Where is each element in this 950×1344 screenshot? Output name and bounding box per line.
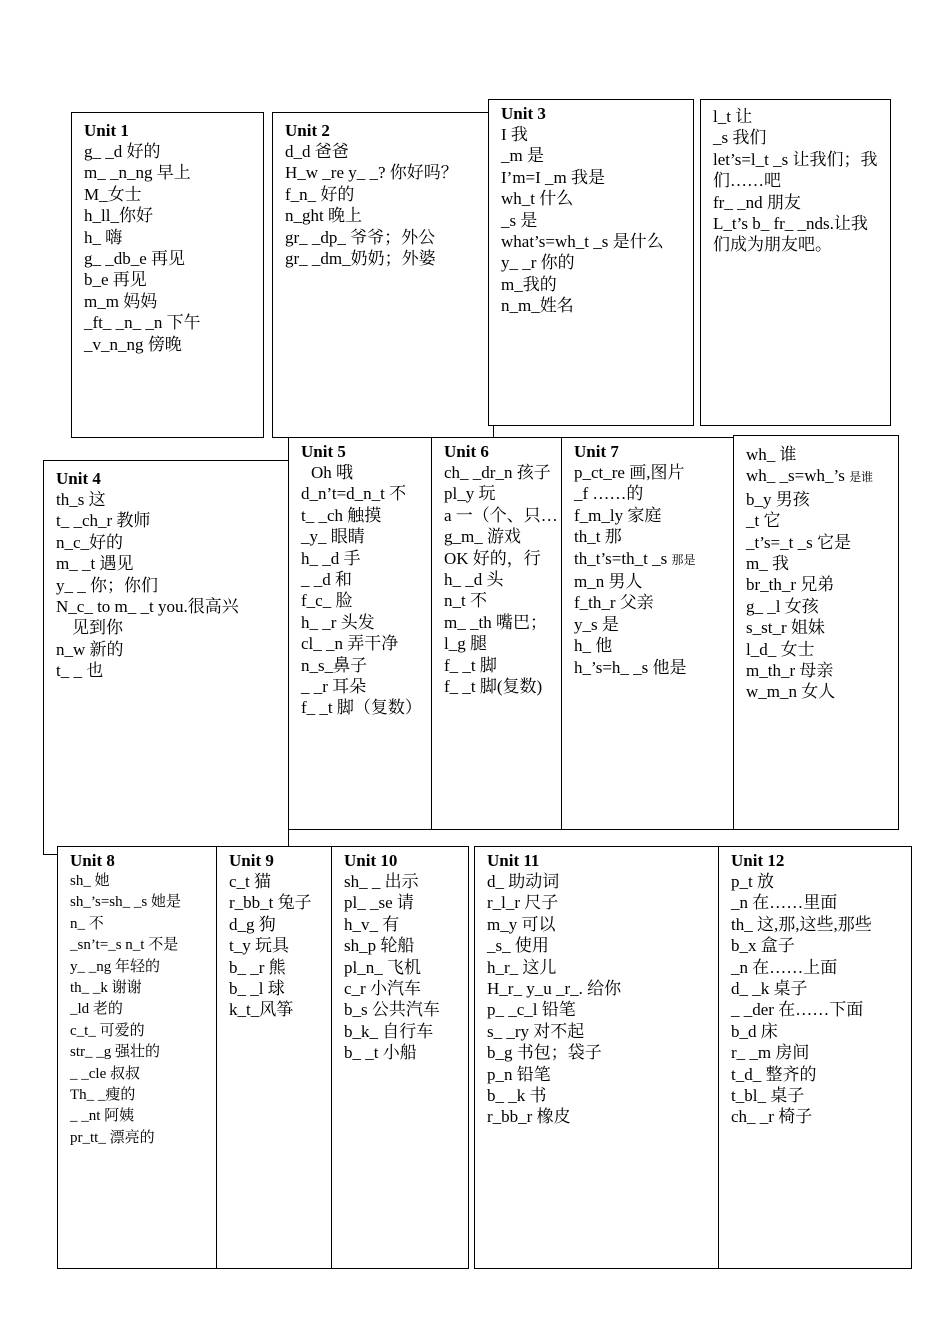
vocab-line: c_t 猫 (229, 872, 272, 891)
vocab-line: c_t_ 可爱的 (70, 1022, 145, 1039)
vocab-line: f_ _t 脚(复数) (444, 677, 543, 697)
vocab-line: ch_ _dr_n 孩子 (444, 463, 551, 482)
vocab-line: _t’s=_t _s 它是 (746, 532, 851, 552)
vocab-line: str_ _g 强壮的 (70, 1044, 161, 1061)
vocab-line: OK 好的，行 (444, 548, 541, 568)
vocab-line: sh_p 轮船 (344, 936, 415, 956)
unit-9-box (216, 846, 332, 1269)
vocab-line: th_t 那 (574, 527, 622, 547)
vocab-line: gr_ _dp_ 爷爷；外公 (285, 227, 436, 247)
unit-9-title: Unit 9 (229, 851, 274, 870)
vocab-line: I 我 (501, 125, 528, 144)
vocab-line: d_n’t=d_n_t 不 (301, 484, 407, 504)
vocab-line: wh_t 什么 (501, 189, 574, 209)
vocab-line: g_ _d 好的 (84, 142, 161, 161)
vocab-line: m_ _n_ng 早上 (84, 163, 191, 183)
vocab-line: b_e 再见 (84, 270, 147, 290)
vocab-line: _v_n_ng 傍晚 (84, 334, 182, 354)
vocab-line: N_c_ to m_ _t you.很高兴 (56, 597, 239, 617)
vocab-line: b_k_ 自行车 (344, 1021, 434, 1041)
unit-4-title: Unit 4 (56, 469, 101, 488)
vocab-line: a 一（个、只… (444, 505, 558, 525)
vocab-line: t_ _ch_r 教师 (56, 511, 151, 531)
vocab-line: th_ _k 谢谢 (70, 980, 142, 997)
vocab-line: n_c_好的 (56, 532, 124, 552)
vocab-line: y_ _ 你；你们 (56, 575, 158, 595)
unit-3-title: Unit 3 (501, 104, 546, 123)
vocab-line: p_ _c_l 铅笔 (487, 1000, 576, 1020)
vocab-line: _ _nt 阿姨 (70, 1108, 135, 1125)
vocab-line: k_t_风筝 (229, 1000, 294, 1020)
vocab-line: h_ll_你好 (84, 206, 153, 226)
vocab-line: _f ……的 (574, 484, 644, 504)
vocab-line: f_m_ly 家庭 (574, 505, 662, 525)
unit-12-title: Unit 12 (731, 851, 785, 870)
vocab-line: b_x 盒子 (731, 936, 795, 956)
unit-7-title: Unit 7 (574, 442, 619, 461)
vocab-line: th_s 这 (56, 490, 106, 509)
vocab-line: t_bl_ 桌子 (731, 1086, 805, 1106)
vocab-line: l_t 让 (713, 107, 753, 126)
vocab-line: H_w _re y_ _? 你好吗？ (285, 163, 458, 183)
vocab-line: fr_ _nd 朋友 (713, 192, 801, 212)
vocab-line: b_d 床 (731, 1021, 778, 1041)
unit-6-title: Unit 6 (444, 442, 489, 461)
vocab-line: f_th_r 父亲 (574, 593, 654, 613)
vocab-line (746, 465, 890, 488)
vocab-line: m_y 可以 (487, 914, 556, 934)
unit-1-box (71, 112, 264, 438)
unit-6-box (431, 437, 562, 830)
vocab-line: pl_ _se 请 (344, 893, 414, 913)
vocab-line: M_女士 (84, 184, 142, 204)
vocab-line: h_ _d 手 (301, 548, 361, 568)
vocab-line: f_ _t 脚 (444, 655, 497, 675)
unit-10-title: Unit 10 (344, 851, 398, 870)
vocab-line: sh_’s=sh_ _s 她是 (70, 894, 181, 911)
vocab-line: m_n 男人 (574, 572, 643, 592)
vocab-line: pl_y 玩 (444, 484, 496, 504)
vocab-line: h_ 嗨 (84, 227, 123, 247)
unit-8-title: Unit 8 (70, 851, 115, 870)
vocab-line: _n 在……里面 (731, 893, 838, 913)
vocab-line: g_ _db_e 再见 (84, 249, 186, 269)
vocab-line: _ _cle 叔叔 (70, 1065, 140, 1082)
vocab-line: cl_ _n 弄干净 (301, 634, 399, 654)
vocab-line (574, 548, 725, 571)
vocab-line: _s 我们 (713, 128, 767, 148)
vocab-line: b_ _l 球 (229, 979, 285, 999)
vocab-line: d_ 助动词 (487, 872, 560, 891)
vocab-line: h_ _d 头 (444, 570, 504, 590)
vocab-line: m_m 妈妈 (84, 291, 158, 311)
vocab-term: th_t’s=th_t _s (574, 548, 668, 568)
vocab-line: _s_ 使用 (487, 936, 549, 956)
vocab-line: _ _d 和 (301, 570, 352, 590)
unit-3-extra-box (700, 99, 891, 426)
vocab-line: L_t’s b_ fr_ _nds.让我们成为朋友吧。 (713, 214, 868, 255)
unit-11-box (474, 846, 719, 1269)
vocab-line: sh_ _ 出示 (344, 872, 419, 891)
vocab-line: w_m_n 女人 (746, 682, 836, 702)
vocab-line: d_g 狗 (229, 914, 276, 934)
vocab-line: t_y 玩具 (229, 936, 289, 956)
vocab-line: Th_ _瘦的 (70, 1087, 136, 1104)
vocab-line: _ _r 耳朵 (301, 677, 367, 697)
vocab-line: _n 在……上面 (731, 957, 838, 977)
vocab-line: r_l_r 尺子 (487, 893, 559, 913)
vocab-line: n_t 不 (444, 591, 487, 611)
vocab-line: _t 它 (746, 511, 781, 531)
vocab-line: b_ _r 熊 (229, 957, 286, 977)
vocab-line: _ld 老的 (70, 1001, 123, 1018)
vocab-line: y_s 是 (574, 614, 619, 634)
vocab-line: n_w 新的 (56, 639, 124, 659)
unit-1-title: Unit 1 (84, 121, 129, 140)
vocab-line: m_ _t 遇见 (56, 554, 134, 574)
vocab-term: wh_ _s=wh_’s (746, 466, 845, 486)
vocab-line: r_ _m 房间 (731, 1043, 810, 1063)
vocab-line: _y_ 眼睛 (301, 527, 365, 547)
vocab-line: l_g 腿 (444, 634, 487, 654)
vocab-line: f_n_ 好的 (285, 184, 355, 204)
vocab-line: h_’s=h_ _s 他是 (574, 657, 687, 677)
vocab-line: p_n 铅笔 (487, 1064, 551, 1084)
vocab-line: _ft_ _n_ _n 下午 (84, 313, 201, 333)
unit-2-box (272, 112, 494, 438)
vocab-line: f_c_ 脸 (301, 591, 353, 611)
vocab-line: br_th_r 兄弟 (746, 575, 835, 595)
unit-5-box (288, 437, 433, 830)
vocab-line: h_v_ 有 (344, 914, 400, 934)
vocab-line: Oh 哦 (311, 463, 354, 482)
vocab-line: p_t 放 (731, 872, 774, 891)
vocab-line: p_ct_re 画,图片 (574, 463, 685, 482)
vocab-line: pr_tt_ 漂亮的 (70, 1129, 155, 1146)
vocab-line: r_bb_t 兔子 (229, 893, 312, 913)
vocab-line: n_s_鼻子 (301, 655, 368, 675)
vocab-line: 见到你 (72, 618, 123, 638)
vocab-line: s_st_r 姐妹 (746, 618, 825, 638)
vocab-line: b_ _k 书 (487, 1086, 547, 1106)
vocab-line: c_r 小汽车 (344, 979, 421, 999)
vocab-line: _sn’t=_s n_t 不是 (70, 937, 179, 954)
vocab-line: r_bb_r 橡皮 (487, 1107, 571, 1127)
vocab-line: m_th_r 母亲 (746, 661, 834, 681)
vocab-line: th_ 这,那,这些,那些 (731, 914, 872, 934)
vocab-line: n_m_姓名 (501, 296, 574, 316)
unit-5-title: Unit 5 (301, 442, 346, 461)
vocab-line: g_ _l 女孩 (746, 596, 819, 616)
vocab-line: s_ _ry 对不起 (487, 1021, 585, 1041)
vocab-line: wh_ 谁 (746, 445, 797, 464)
vocab-line: _ _der 在……下面 (731, 1000, 864, 1020)
vocab-line: ch_ _r 椅子 (731, 1107, 813, 1127)
unit-12-box (718, 846, 912, 1269)
vocab-line: h_ _r 头发 (301, 612, 375, 632)
vocab-line: t_d_ 整齐的 (731, 1064, 817, 1084)
vocab-line: _s 是 (501, 210, 538, 230)
vocab-line: pl_n_ 飞机 (344, 957, 421, 977)
vocab-line: b_ _t 小船 (344, 1043, 417, 1063)
vocab-line: y_ _r 你的 (501, 253, 575, 273)
unit-8-box (57, 846, 217, 1269)
vocab-line: t_ _ 也 (56, 661, 104, 681)
vocab-line: f_ _t 脚（复数） (301, 698, 422, 718)
vocab-line: m_ _th 嘴巴； (444, 612, 547, 632)
vocab-line: d_d 爸爸 (285, 142, 349, 161)
vocab-line: b_g 书包；袋子 (487, 1043, 602, 1063)
vocab-line: n_ 不 (70, 915, 104, 932)
unit-7-extra-box (733, 435, 899, 830)
vocab-line: let’s=l_t _s 让我们；我们……吧 (713, 149, 878, 191)
vocab-line: I’m=I _m 我是 (501, 167, 606, 187)
vocab-line: H_r_ y_u _r_. 给你 (487, 979, 622, 999)
vocab-line: g_m_ 游戏 (444, 527, 521, 547)
vocab-line: y_ _ng 年轻的 (70, 958, 161, 975)
vocab-note: 是谁 (849, 470, 874, 485)
vocab-line: b_s 公共汽车 (344, 1000, 440, 1020)
vocab-line: h_r_ 这儿 (487, 957, 557, 977)
vocab-line: n_ght 晚上 (285, 206, 362, 226)
vocab-line: what’s=wh_t _s 是什么 (501, 232, 664, 252)
vocab-line: l_d_ 女士 (746, 639, 815, 659)
vocab-line: sh_ 她 (70, 873, 110, 889)
vocab-note: 那是 (671, 552, 696, 567)
vocab-line: gr_ _dm_奶奶；外婆 (285, 249, 436, 269)
vocab-line: _m 是 (501, 146, 544, 166)
unit-4-box (43, 460, 289, 855)
unit-10-box (331, 846, 469, 1269)
unit-11-title: Unit 11 (487, 851, 540, 870)
vocab-line: m_ 我 (746, 554, 789, 574)
unit-7-box (561, 437, 734, 830)
vocab-line: b_y 男孩 (746, 489, 810, 509)
unit-3-box (488, 99, 694, 426)
vocab-line: m_我的 (501, 274, 557, 294)
unit-2-title: Unit 2 (285, 121, 330, 140)
vocab-line: h_ 他 (574, 636, 613, 656)
vocab-line: d_ _k 桌子 (731, 979, 808, 999)
vocab-line: t_ _ch 触摸 (301, 505, 382, 525)
